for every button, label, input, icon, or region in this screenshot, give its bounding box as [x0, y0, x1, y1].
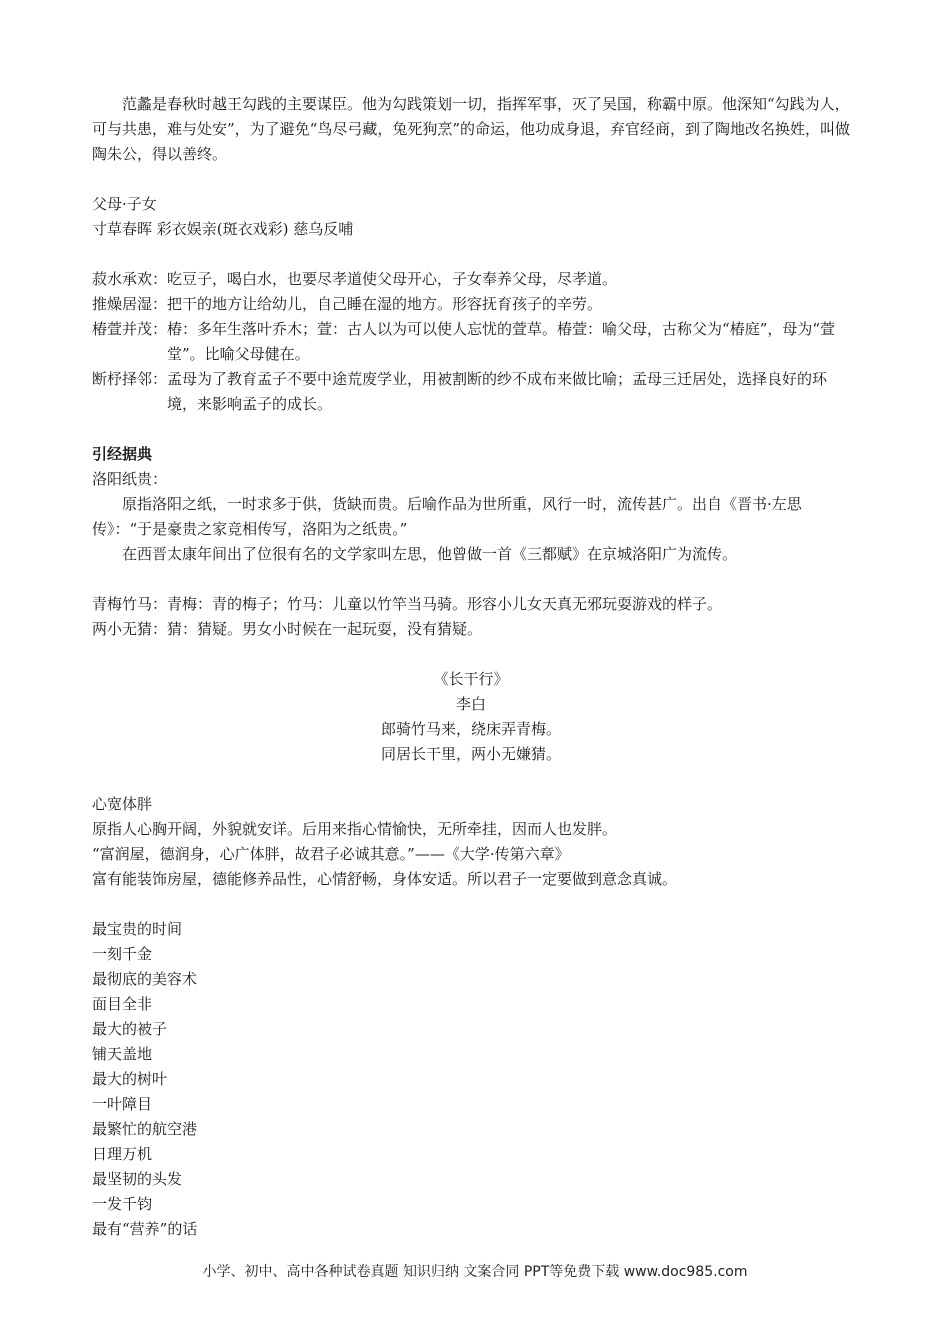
riddle-line: 最宝贵的时间: [92, 920, 183, 938]
idiom-entry: [92, 317, 850, 367]
riddle-line: 一刻千金: [92, 945, 153, 963]
poem-line: 同居长干里，两小无嫌猜。: [380, 745, 561, 763]
poem-author: 李白: [455, 695, 486, 713]
qingmei-zhuma-line: 青梅竹马：青梅：青的梅子；竹马：儿童以竹竿当马骑。形容小儿女天真无邪玩耍游戏的样子。: [92, 595, 723, 613]
xinkuan-line-2: “富润屋，德润身，心广体胖，故君子必诚其意。”——《大学·传第六章》: [92, 845, 570, 863]
riddle-line: 最坚韧的头发: [92, 1170, 183, 1188]
riddle-line: 一发千钧: [92, 1195, 153, 1213]
poem-title: 《长干行》: [433, 670, 509, 688]
idiom-definition: 把干的地方让给幼儿，自己睡在湿的地方。形容抚育孩子的辛劳。: [167, 295, 603, 313]
idiom-term: 推燥居湿：: [92, 295, 168, 313]
fan-li-paragraph: 范蠡是春秋时越王勾践的主要谋臣。他为勾践策划一切，指挥军事，灭了吴国，称霸中原。他深知“勾践为人，可与共患，难与处安”，为了避免“鸟尽弓藏，兔死狗烹”的命运，他功成身退，弃官经商，到了陶地改名换姓，叫做陶朱公，得以善终。: [92, 95, 851, 163]
poem-line: 郎骑竹马来，绕床弄青梅。: [380, 720, 561, 738]
riddle-line: 铺天盖地: [92, 1045, 153, 1063]
idiom-entry: [92, 267, 850, 292]
luoyang-paragraph-2: 在西晋太康年间出了位很有名的文学家叫左思，他曾做一首《三都赋》在京城洛阳广为流传。: [122, 545, 738, 563]
liangxiao-wucai-line: 两小无猜：猜：猜疑。男女小时候在一起玩耍，没有猜疑。: [92, 620, 483, 638]
riddle-line: 最有“营养”的话: [92, 1220, 198, 1238]
page-footer: 小学、初中、高中各种试卷真题 知识归纳 文案合同 PPT等免费下载 www.doc985.com: [202, 1264, 748, 1280]
riddle-line: 面目全非: [92, 995, 153, 1013]
classics-heading: 引经据典: [92, 445, 153, 463]
idiom-definition: 椿：多年生落叶乔木；萱：古人以为可以使人忘忧的萱草。椿萱：喻父母，古称父为“椿庭”，母为“萱堂”。比喻父母健在。: [167, 320, 836, 363]
riddle-line: 最繁忙的航空港: [92, 1120, 198, 1138]
luoyang-paragraph-1: 原指洛阳之纸，一时求多于供，货缺而贵。后喻作品为世所重，风行一时，流传甚广。出自《晋书·左思传》：“于是豪贵之家竞相传写，洛阳为之纸贵。”: [92, 495, 802, 538]
idiom-term: 椿萱并茂：: [92, 320, 168, 338]
idiom-definition: 孟母为了教育孟子不要中途荒废学业，用被割断的纱不成布来做比喻；孟母三迁居处，选择良好的环境，来影响孟子的成长。: [167, 370, 828, 413]
idiom-entry: [92, 292, 850, 317]
riddle-line: 日理万机: [92, 1145, 153, 1163]
xinkuan-heading: 心宽体胖: [92, 795, 153, 813]
idiom-definition: 吃豆子，喝白水，也要尽孝道使父母开心，子女奉养父母，尽孝道。: [167, 270, 618, 288]
document-body: [92, 92, 850, 1242]
xinkuan-line-3: 富有能装饰房屋，德能修养品性，心情舒畅，身体安适。所以君子一定要做到意念真诚。: [92, 870, 678, 888]
idiom-term: 断杼择邻：: [92, 370, 168, 388]
idiom-entry: [92, 367, 850, 417]
parents-idiom-list: 寸草春晖 彩衣娱亲(斑衣戏彩) 慈乌反哺: [92, 220, 354, 238]
idiom-term: 菽水承欢：: [92, 270, 168, 288]
riddle-line: 最大的被子: [92, 1020, 168, 1038]
parents-heading: 父母·子女: [92, 195, 157, 213]
luoyang-title: 洛阳纸贵：: [92, 470, 168, 488]
riddle-line: 最大的树叶: [92, 1070, 168, 1088]
xinkuan-line-1: 原指人心胸开阔，外貌就安详。后用来指心情愉快，无所牵挂，因而人也发胖。: [92, 820, 618, 838]
riddle-line: 一叶障目: [92, 1095, 153, 1113]
riddle-line: 最彻底的美容术: [92, 970, 198, 988]
